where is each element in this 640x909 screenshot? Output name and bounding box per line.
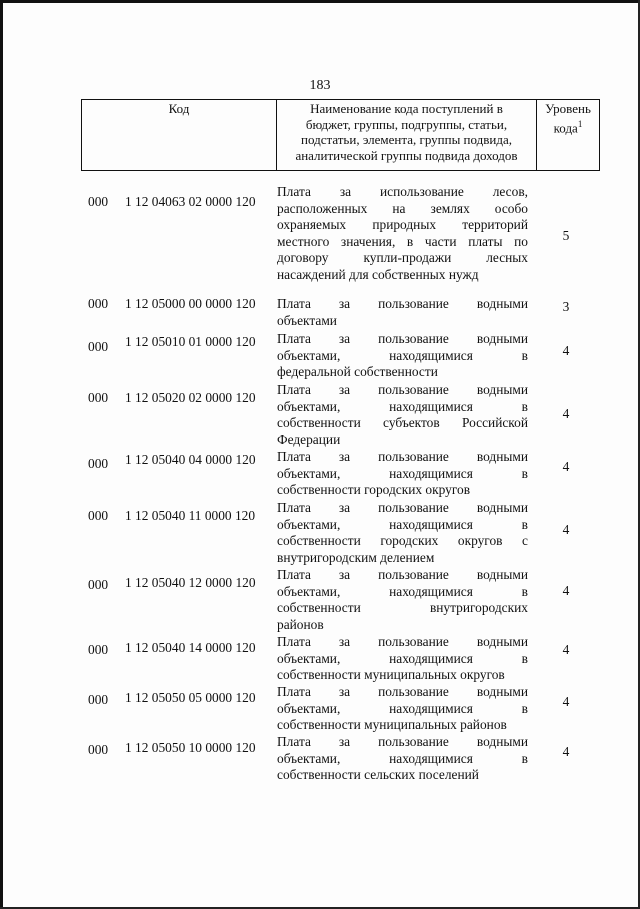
row-name-line: Плата за пользование водными xyxy=(277,567,528,582)
header-code-cell xyxy=(82,100,277,171)
header-name-line: бюджет, группы, подгруппы, статьи, xyxy=(305,116,508,132)
row-name xyxy=(277,382,528,448)
row-name-line: объектами, находящимися в xyxy=(277,465,528,481)
header-level-cell xyxy=(537,100,600,171)
table-header xyxy=(81,99,600,171)
row-code: 1 12 05040 04 0000 120 xyxy=(125,452,256,467)
row-prefix: 000 xyxy=(88,339,109,354)
row-prefix: 000 xyxy=(88,577,109,592)
row-level: 4 xyxy=(562,694,570,709)
row-prefix: 000 xyxy=(88,692,109,707)
header-name-cell xyxy=(277,100,537,171)
row-code: 1 12 05050 05 0000 120 xyxy=(125,690,256,705)
table-row xyxy=(80,684,600,734)
row-name-line: Плата за пользование водными xyxy=(277,734,528,749)
row-name-line: объектами, находящимися в xyxy=(277,583,528,599)
header-code-label: Код xyxy=(168,101,190,116)
row-name-line: объектами, находящимися в xyxy=(277,700,528,716)
row-level: 4 xyxy=(562,406,570,421)
row-name-line: собственности внутригородских xyxy=(277,600,528,615)
row-name-line: Плата за пользование водными xyxy=(277,296,528,311)
row-prefix: 000 xyxy=(88,296,109,311)
row-level: 4 xyxy=(562,583,570,598)
row-name-line: охраняемых природных территорий xyxy=(277,217,528,232)
header-name-line: подстатьи, элемента, группы подвида, xyxy=(301,132,512,147)
table-row xyxy=(80,634,600,684)
row-name xyxy=(277,296,528,329)
row-name-line: объектами xyxy=(277,312,337,328)
row-name-line: Плата за пользование водными xyxy=(277,382,528,397)
row-name-line: собственности муниципальных округов xyxy=(277,667,505,682)
header-name-line: Наименование кода поступлений в xyxy=(310,101,503,116)
scan-border-left xyxy=(0,0,3,909)
row-name-line: собственности сельских поселений xyxy=(277,767,479,782)
row-name-line: объектами, находящимися в xyxy=(277,750,528,766)
row-prefix: 000 xyxy=(88,194,109,209)
row-name-line: Плата за пользование водными xyxy=(277,500,528,515)
table-row xyxy=(80,382,600,449)
row-name-line: собственности городских округов xyxy=(277,482,471,497)
row-name-line: объектами, находящимися в xyxy=(277,650,528,666)
row-name xyxy=(277,331,528,381)
row-code: 1 12 05040 12 0000 120 xyxy=(125,575,256,590)
table-row xyxy=(80,184,600,296)
row-level: 3 xyxy=(562,299,570,314)
row-name-line: Плата за пользование водными xyxy=(277,449,528,464)
table-row xyxy=(80,331,600,382)
row-prefix: 000 xyxy=(88,742,109,757)
row-level: 4 xyxy=(562,642,570,657)
header-level-label: Уровень xyxy=(545,101,591,116)
row-name xyxy=(277,734,528,784)
table-row xyxy=(80,296,600,331)
row-code: 1 12 05000 00 0000 120 xyxy=(125,296,256,311)
table-row xyxy=(80,500,600,567)
row-name-line: объектами, находящимися в xyxy=(277,516,528,532)
header-level-label-2: кода xyxy=(553,119,578,135)
row-name-line: собственности городских округов с xyxy=(277,533,528,548)
table-row xyxy=(80,734,600,784)
row-name xyxy=(277,634,528,684)
row-name-line: Плата за использование лесов, xyxy=(277,184,528,199)
row-name-line: расположенных на землях особо xyxy=(277,200,528,216)
row-prefix: 000 xyxy=(88,456,109,471)
row-level: 4 xyxy=(562,522,570,537)
row-name xyxy=(277,684,528,734)
row-name-line: договору купли-продажи лесных xyxy=(277,250,528,265)
row-name xyxy=(277,184,528,283)
footnote-marker: 1 xyxy=(577,118,583,129)
row-prefix: 000 xyxy=(88,642,109,657)
row-name-line: Плата за пользование водными xyxy=(277,684,528,699)
row-name-line: Федерации xyxy=(277,431,341,447)
row-level: 4 xyxy=(562,744,570,759)
scan-border-top xyxy=(0,0,640,3)
row-name xyxy=(277,567,528,633)
table-row xyxy=(80,567,600,634)
row-name-line: насаждений для собственных нужд xyxy=(277,266,479,282)
row-prefix: 000 xyxy=(88,508,109,523)
row-name xyxy=(277,500,528,566)
row-name-line: объектами, находящимися в xyxy=(277,398,528,414)
row-level: 4 xyxy=(562,459,570,474)
row-code: 1 12 04063 02 0000 120 xyxy=(125,194,256,209)
row-code: 1 12 05040 14 0000 120 xyxy=(125,640,256,655)
row-name-line: собственности муниципальных районов xyxy=(277,717,507,732)
page-number: 183 xyxy=(309,78,331,93)
row-level: 5 xyxy=(562,228,570,243)
row-name-line: объектами, находящимися в xyxy=(277,347,528,363)
row-name xyxy=(277,449,528,499)
table-body xyxy=(80,184,600,784)
table-row xyxy=(80,449,600,500)
row-name-line: районов xyxy=(277,616,324,632)
row-name-line: федеральной собственности xyxy=(277,364,438,379)
row-name-line: местного значения, в части платы по xyxy=(277,233,528,249)
row-name-line: внутригородским делением xyxy=(277,549,435,565)
row-name-line: собственности субъектов Российской xyxy=(277,415,528,430)
row-prefix: 000 xyxy=(88,390,109,405)
header-name-line: аналитической группы подвида доходов xyxy=(295,147,518,163)
row-name-line: Плата за пользование водными xyxy=(277,634,528,649)
row-level: 4 xyxy=(562,343,570,358)
row-code: 1 12 05010 01 0000 120 xyxy=(125,334,256,349)
row-code: 1 12 05020 02 0000 120 xyxy=(125,390,256,405)
row-code: 1 12 05040 11 0000 120 xyxy=(125,508,256,523)
row-name-line: Плата за пользование водными xyxy=(277,331,528,346)
row-code: 1 12 05050 10 0000 120 xyxy=(125,740,256,755)
